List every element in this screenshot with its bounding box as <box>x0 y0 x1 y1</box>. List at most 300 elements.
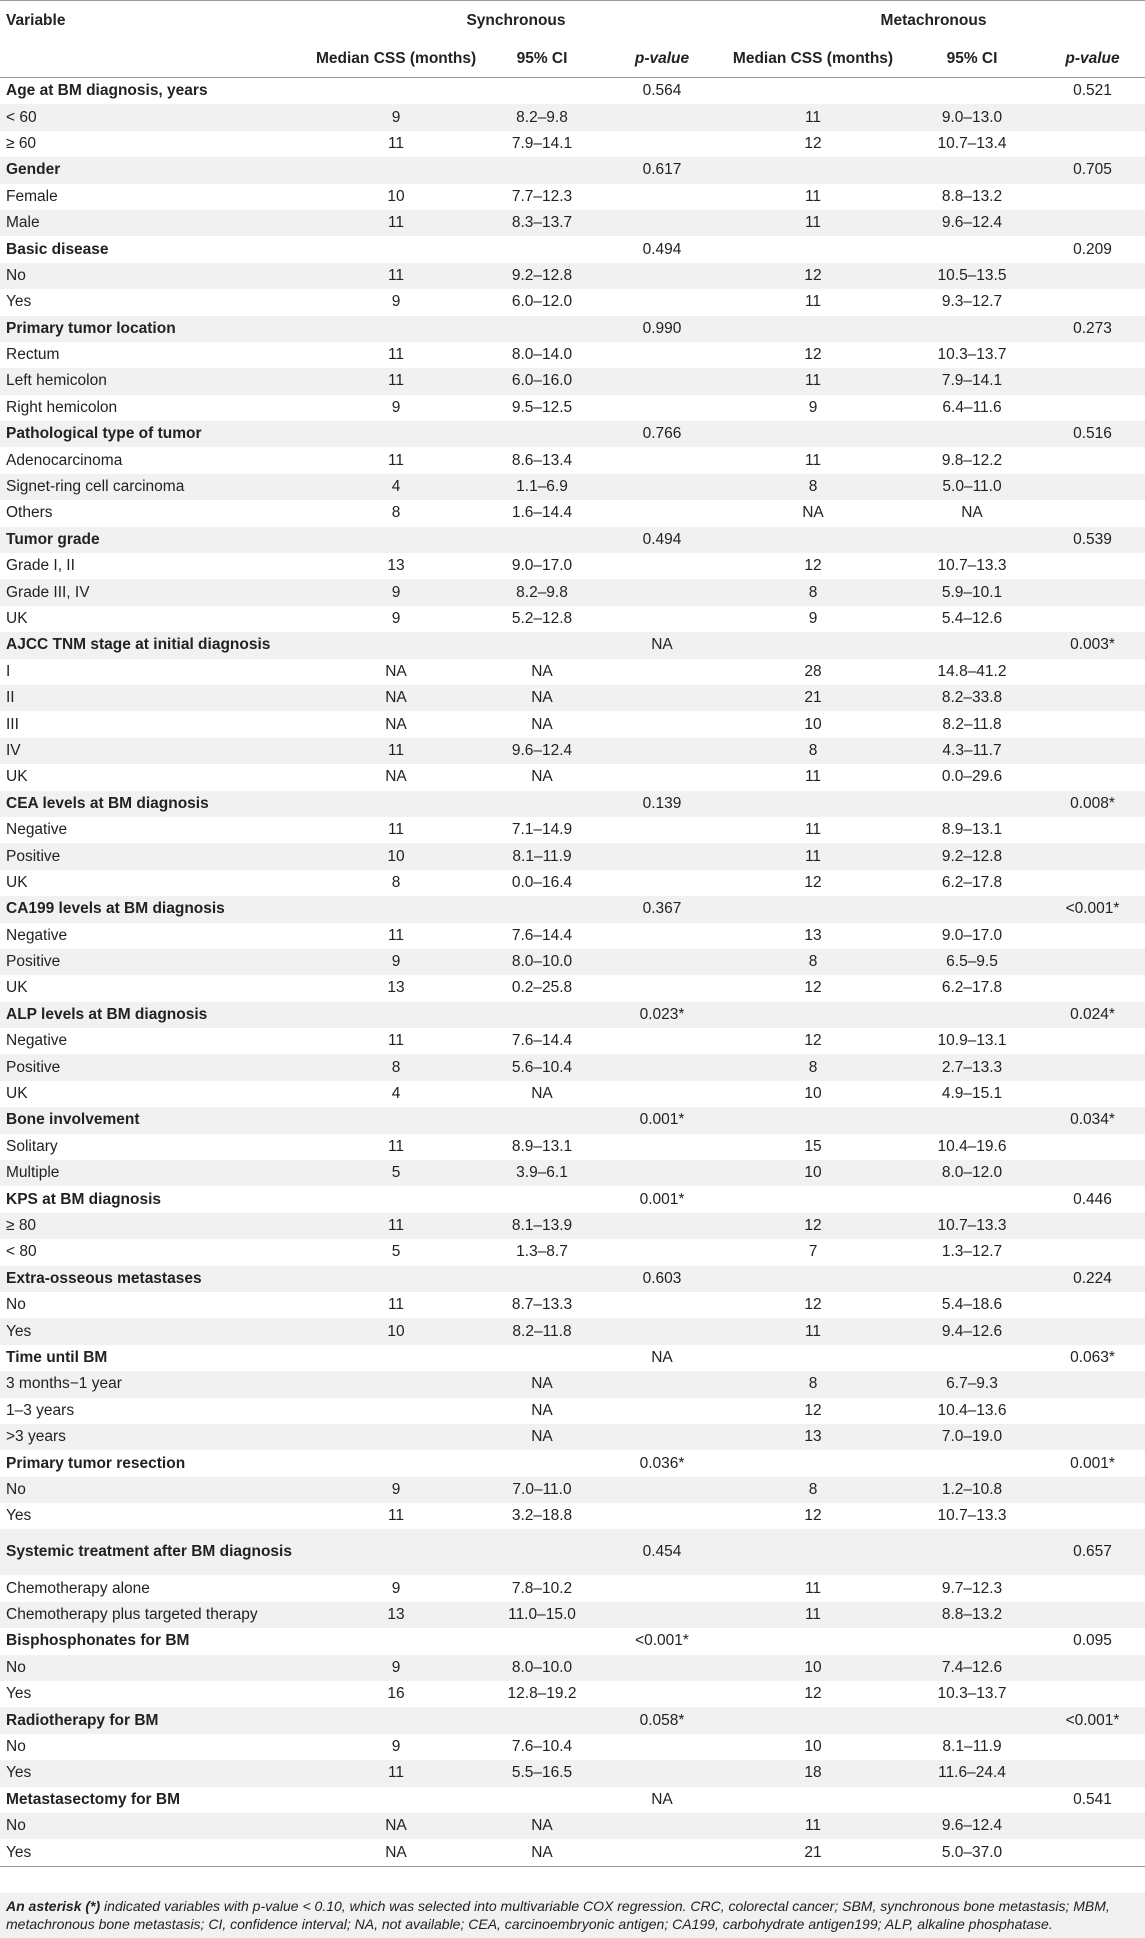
section-label: Primary tumor location <box>6 319 176 337</box>
cell-empty <box>310 421 482 447</box>
meta-ci: 10.4–19.6 <box>937 1137 1007 1155</box>
sync-median: 10 <box>387 187 405 205</box>
cell-empty <box>1040 1734 1145 1760</box>
sync-ci: 8.6–13.4 <box>511 451 573 469</box>
row-label: IV <box>6 741 21 759</box>
cell-empty <box>602 1424 722 1450</box>
sync-p-value: 0.494 <box>642 240 682 258</box>
meta-ci: 10.7–13.3 <box>937 1216 1007 1234</box>
row-label: Positive <box>6 953 61 971</box>
cell-empty <box>482 1266 602 1292</box>
cell-empty <box>602 289 722 315</box>
cell-empty <box>482 1628 602 1654</box>
sync-p-value: 0.001* <box>639 1111 685 1129</box>
sync-ci: 8.2–9.8 <box>516 108 568 126</box>
sync-median <box>310 1424 482 1450</box>
section-row <box>0 1107 1145 1133</box>
meta-median: 12 <box>804 873 822 891</box>
section-label: CEA levels at BM diagnosis <box>6 794 209 812</box>
meta-median: 11 <box>804 1322 822 1340</box>
sync-p-value: 0.139 <box>642 794 682 812</box>
meta-ci: 5.4–12.6 <box>941 610 1003 627</box>
cell-empty <box>722 1266 904 1292</box>
meta-median: 11 <box>804 768 822 786</box>
cell-empty <box>1040 659 1145 685</box>
cell-empty <box>722 316 904 342</box>
sync-ci: 8.1–11.9 <box>512 847 572 865</box>
section-row <box>0 791 1145 817</box>
row-label: Female <box>6 187 58 205</box>
meta-ci: 8.1–11.9 <box>942 1738 1002 1756</box>
meta-median: 12 <box>804 266 822 284</box>
cell-empty <box>1040 923 1145 949</box>
cell-empty <box>1040 1081 1145 1107</box>
sync-ci: 12.8–19.2 <box>507 1685 577 1703</box>
sync-median: 9 <box>391 1480 401 1498</box>
cell-empty <box>722 1450 904 1476</box>
sync-p-value: NA <box>651 1348 673 1366</box>
sync-ci: NA <box>531 1401 553 1419</box>
sync-ci: 9.0–17.0 <box>511 557 573 575</box>
meta-p-value: 0.446 <box>1073 1190 1112 1208</box>
cell-empty <box>1040 447 1145 473</box>
row-label: Male <box>6 214 40 232</box>
row-label: Adenocarcinoma <box>6 451 123 469</box>
sync-ci: 7.0–11.0 <box>512 1480 572 1498</box>
cell-empty <box>1040 1655 1145 1681</box>
meta-ci: 8.9–13.1 <box>941 821 1003 839</box>
table-row <box>0 1734 1145 1760</box>
cell-empty <box>310 632 482 658</box>
row-label: No <box>6 1738 26 1756</box>
section-row <box>0 236 1145 262</box>
sync-ci: 7.6–14.4 <box>511 926 573 944</box>
sync-median: NA <box>385 689 407 707</box>
sync-median: NA <box>385 768 407 786</box>
meta-median: 12 <box>804 346 822 364</box>
sync-ci: 1.1–6.9 <box>516 478 568 496</box>
sync-median: 11 <box>387 1764 405 1782</box>
meta-median: 21 <box>804 1843 822 1861</box>
row-label: UK <box>6 768 28 786</box>
meta-ci: 7.9–14.1 <box>941 372 1003 390</box>
meta-median: 13 <box>804 1428 822 1446</box>
sync-median: 11 <box>387 451 405 469</box>
cell-empty <box>904 1628 1040 1654</box>
table-row <box>0 923 1145 949</box>
meta-ci: 10.7–13.3 <box>937 557 1007 575</box>
table-body <box>0 78 1145 1867</box>
sync-ci: 8.2–11.8 <box>512 1322 572 1340</box>
row-label: Yes <box>6 1507 32 1525</box>
table-row <box>0 738 1145 764</box>
footnote-line1: indicated variables with p-value < 0.10, which was selected into multivariable COX regression. CRC, colorectal cancer; SBM, synchronous bone metastasis; MBM, <box>100 1898 1110 1914</box>
cell-empty <box>602 949 722 975</box>
sync-median: 9 <box>391 108 401 126</box>
row-label: UK <box>6 1085 28 1103</box>
sync-median: 4 <box>391 1085 401 1103</box>
cell-empty <box>1040 1813 1145 1839</box>
table-row <box>0 131 1145 157</box>
header-blank <box>0 41 310 78</box>
meta-ci: 10.7–13.4 <box>937 134 1007 152</box>
cell-empty <box>1040 1239 1145 1265</box>
sync-median: 13 <box>387 979 405 997</box>
table-row <box>0 1213 1145 1239</box>
meta-p-value: <0.001* <box>1065 900 1120 918</box>
cell-empty <box>602 1134 722 1160</box>
meta-ci: 0.0–29.6 <box>941 768 1003 786</box>
table-row <box>0 1239 1145 1265</box>
table-row <box>0 447 1145 473</box>
cell-empty <box>1040 1477 1145 1503</box>
row-label: Negative <box>6 926 68 944</box>
cell-empty <box>904 1345 1040 1371</box>
cell-empty <box>1040 1503 1145 1529</box>
table-row <box>0 1503 1145 1529</box>
meta-p-value: 0.034* <box>1070 1111 1115 1129</box>
meta-median: 8 <box>808 583 818 601</box>
cell-empty <box>1040 342 1145 368</box>
row-label: Grade I, II <box>6 557 75 575</box>
sync-median: 11 <box>387 346 405 364</box>
cell-empty <box>904 421 1040 447</box>
sync-ci: NA <box>531 689 553 707</box>
cell-empty <box>602 1503 722 1529</box>
cell-empty <box>1040 289 1145 315</box>
meta-p-value: 0.705 <box>1073 161 1112 179</box>
cell-empty <box>602 923 722 949</box>
section-row <box>0 78 1145 105</box>
table-row <box>0 685 1145 711</box>
cell-empty <box>904 236 1040 262</box>
table-row <box>0 263 1145 289</box>
sync-median: 5 <box>391 1243 401 1261</box>
header-metachronous: Metachronous <box>880 12 987 29</box>
table-row <box>0 395 1145 421</box>
cell-empty <box>482 1529 602 1575</box>
sync-median <box>310 1398 482 1424</box>
section-row <box>0 1787 1145 1813</box>
meta-p-value: <0.001* <box>1065 1711 1120 1729</box>
table-row <box>0 949 1145 975</box>
meta-median: 8 <box>808 741 818 759</box>
meta-p-value: 0.095 <box>1073 1632 1112 1650</box>
row-label: < 80 <box>6 1243 37 1261</box>
sync-median: 11 <box>387 372 405 390</box>
cell-empty <box>722 1186 904 1212</box>
sync-ci: 6.0–12.0 <box>511 293 573 311</box>
meta-ci: 10.9–13.1 <box>937 1032 1007 1050</box>
cell-empty <box>602 395 722 421</box>
cell-empty <box>1040 553 1145 579</box>
meta-ci: 5.0–11.0 <box>942 478 1002 496</box>
section-label: Extra-osseous metastases <box>6 1269 202 1287</box>
row-label: Yes <box>6 1685 32 1703</box>
row-label: Negative <box>6 821 68 839</box>
cell-empty <box>482 1787 602 1813</box>
section-label: Tumor grade <box>6 530 100 548</box>
table-row <box>0 764 1145 790</box>
section-label: Gender <box>6 161 61 179</box>
cell-empty <box>1040 1424 1145 1450</box>
cell-empty <box>482 1345 602 1371</box>
table-row <box>0 368 1145 394</box>
meta-ci: 5.9–10.1 <box>941 583 1003 601</box>
meta-median: 12 <box>804 979 822 997</box>
header-row-sub <box>0 41 1145 78</box>
sync-ci: 7.6–14.4 <box>511 1032 573 1050</box>
section-label: KPS at BM diagnosis <box>6 1190 162 1208</box>
section-row <box>0 316 1145 342</box>
cell-empty <box>602 1760 722 1786</box>
sync-median: 8 <box>391 504 401 522</box>
sync-p-value: 0.766 <box>642 425 682 443</box>
meta-median: 12 <box>804 1032 822 1050</box>
cell-empty <box>1040 949 1145 975</box>
cell-empty <box>602 817 722 843</box>
meta-p-value: 0.521 <box>1073 82 1112 100</box>
meta-ci: 9.3–12.7 <box>941 293 1003 311</box>
cell-empty <box>1040 1318 1145 1344</box>
meta-median: 12 <box>804 1507 822 1525</box>
cell-empty <box>310 1186 482 1212</box>
cell-empty <box>904 1186 1040 1212</box>
meta-p-value: 0.003* <box>1070 636 1115 654</box>
sync-ci: 8.7–13.3 <box>511 1296 573 1314</box>
cell-empty <box>482 527 602 553</box>
table-row <box>0 975 1145 1001</box>
cell-empty <box>602 474 722 500</box>
meta-ci: 10.3–13.7 <box>937 346 1007 364</box>
cell-empty <box>602 210 722 236</box>
table-row <box>0 1655 1145 1681</box>
header-sync-ci: 95% CI <box>516 50 568 67</box>
sync-p-value: 0.058* <box>639 1711 685 1729</box>
cell-empty <box>1040 870 1145 896</box>
table-row <box>0 104 1145 130</box>
row-label: Positive <box>6 847 61 865</box>
cell-empty <box>904 157 1040 183</box>
meta-median: 12 <box>804 1296 822 1314</box>
sync-median: 5 <box>391 1164 401 1182</box>
cell-empty <box>904 632 1040 658</box>
section-row <box>0 157 1145 183</box>
cell-empty <box>1040 500 1145 526</box>
table-row <box>0 1318 1145 1344</box>
meta-ci: 9.0–13.0 <box>941 108 1003 126</box>
sync-p-value: 0.023* <box>639 1005 685 1023</box>
cell-empty <box>602 1398 722 1424</box>
row-label: ≥ 60 <box>6 134 37 152</box>
cell-empty <box>602 1081 722 1107</box>
table-row <box>0 500 1145 526</box>
meta-median: 11 <box>804 1579 822 1597</box>
cell-empty <box>602 1575 722 1601</box>
cell-empty <box>482 1450 602 1476</box>
row-label: Rectum <box>6 346 60 364</box>
footnote-box <box>0 1893 1145 1938</box>
meta-ci: 9.7–12.3 <box>941 1579 1003 1597</box>
meta-ci: 10.7–13.3 <box>937 1507 1007 1525</box>
table-row <box>0 870 1145 896</box>
meta-median: NA <box>802 504 824 522</box>
section-row <box>0 1529 1145 1575</box>
sync-ci: NA <box>531 715 553 733</box>
sync-median: 11 <box>387 1507 405 1525</box>
header-sync-p: p-value <box>634 50 690 67</box>
cell-empty <box>722 1345 904 1371</box>
cell-empty <box>482 78 602 105</box>
section-row <box>0 1345 1145 1371</box>
table-row <box>0 1575 1145 1601</box>
cell-empty <box>602 579 722 605</box>
cell-empty <box>602 975 722 1001</box>
sync-ci: NA <box>531 1843 553 1861</box>
sync-p-value: 0.036* <box>639 1454 685 1472</box>
meta-ci: 6.2–17.8 <box>941 979 1003 997</box>
section-label: Time until BM <box>6 1348 108 1366</box>
cell-empty <box>602 1160 722 1186</box>
sync-ci: NA <box>531 1428 553 1446</box>
row-label: Right hemicolon <box>6 398 118 416</box>
cell-empty <box>1040 738 1145 764</box>
cell-empty <box>482 791 602 817</box>
cell-empty <box>602 184 722 210</box>
cell-empty <box>1040 579 1145 605</box>
footnote <box>6 1897 1139 1933</box>
cell-empty <box>310 316 482 342</box>
cell-empty <box>602 711 722 737</box>
meta-p-value: 0.657 <box>1073 1543 1112 1561</box>
meta-ci: 9.0–17.0 <box>941 926 1003 944</box>
table-row <box>0 1477 1145 1503</box>
row-label: Others <box>6 504 53 522</box>
cell-empty <box>602 1292 722 1318</box>
cell-empty <box>482 1002 602 1028</box>
meta-ci: 9.8–12.2 <box>941 451 1003 469</box>
table-row <box>0 474 1145 500</box>
table-row <box>0 711 1145 737</box>
meta-median: 15 <box>804 1137 822 1155</box>
cell-empty <box>602 500 722 526</box>
sync-ci: 3.9–6.1 <box>516 1164 568 1182</box>
cell-empty <box>1040 263 1145 289</box>
cell-empty <box>722 1002 904 1028</box>
cell-empty <box>1040 131 1145 157</box>
meta-ci: 10.3–13.7 <box>937 1685 1007 1703</box>
cell-empty <box>310 236 482 262</box>
sync-median: NA <box>385 1817 407 1835</box>
table-row <box>0 210 1145 236</box>
cell-empty <box>602 263 722 289</box>
table-row <box>0 553 1145 579</box>
sync-median: 10 <box>387 1322 405 1340</box>
row-label: No <box>6 1296 26 1314</box>
row-label: Chemotherapy alone <box>6 1579 150 1597</box>
sync-median: NA <box>385 715 407 733</box>
sync-median: 9 <box>391 1658 401 1676</box>
meta-median: 8 <box>808 1375 818 1393</box>
section-row <box>0 421 1145 447</box>
sync-median: 11 <box>387 1216 405 1234</box>
cell-empty <box>1040 210 1145 236</box>
meta-median: 11 <box>804 108 822 126</box>
meta-median: 8 <box>808 1058 818 1076</box>
row-label: UK <box>6 610 28 627</box>
cell-empty <box>310 1707 482 1733</box>
meta-median: 8 <box>808 478 818 496</box>
meta-median: 21 <box>804 689 822 707</box>
row-label: >3 years <box>6 1428 66 1446</box>
section-row <box>0 1186 1145 1212</box>
cell-empty <box>722 1107 904 1133</box>
cell-empty <box>904 316 1040 342</box>
row-label: Negative <box>6 1032 68 1050</box>
table-row <box>0 184 1145 210</box>
cell-empty <box>904 1002 1040 1028</box>
meta-ci: 8.2–33.8 <box>941 689 1003 707</box>
cell-empty <box>1040 1575 1145 1601</box>
sync-ci: 1.6–14.4 <box>511 504 573 522</box>
cell-empty <box>602 1213 722 1239</box>
meta-p-value: 0.516 <box>1073 425 1112 443</box>
meta-ci: 1.3–12.7 <box>941 1243 1003 1261</box>
sync-median: NA <box>385 1843 407 1861</box>
table-row <box>0 1813 1145 1839</box>
header-row-groups <box>0 1 1145 42</box>
sync-median: 9 <box>391 953 401 971</box>
cell-empty <box>1040 817 1145 843</box>
sync-ci: 6.0–16.0 <box>511 372 573 390</box>
meta-median: 11 <box>804 1817 822 1835</box>
cell-empty <box>1040 1839 1145 1866</box>
row-label: < 60 <box>6 108 37 126</box>
cell-empty <box>602 1813 722 1839</box>
cell-empty <box>1040 606 1145 632</box>
meta-ci: 6.4–11.6 <box>942 398 1002 416</box>
cell-empty <box>310 1107 482 1133</box>
table-row <box>0 289 1145 315</box>
cell-empty <box>602 1734 722 1760</box>
cell-empty <box>904 1707 1040 1733</box>
section-label: Primary tumor resection <box>6 1454 186 1472</box>
meta-median: 11 <box>804 293 822 311</box>
row-label: No <box>6 1480 26 1498</box>
sync-median: 13 <box>387 1606 405 1624</box>
meta-p-value: 0.539 <box>1073 530 1112 548</box>
meta-p-value: 0.224 <box>1073 1269 1112 1287</box>
sync-ci: 3.2–18.8 <box>511 1507 573 1525</box>
sync-ci: 8.0–10.0 <box>511 953 573 971</box>
meta-median: 28 <box>804 662 822 680</box>
cell-empty <box>602 1054 722 1080</box>
cell-empty <box>1040 1602 1145 1628</box>
cell-empty <box>904 1266 1040 1292</box>
table-row <box>0 1028 1145 1054</box>
sync-p-value: 0.494 <box>642 530 682 548</box>
footnote-bold: An asterisk (*) <box>6 1898 101 1914</box>
table-row <box>0 1134 1145 1160</box>
cell-empty <box>722 1707 904 1733</box>
cell-empty <box>904 1450 1040 1476</box>
section-label: Age at BM diagnosis, years <box>6 82 208 100</box>
sync-median: 11 <box>387 266 405 284</box>
cell-empty <box>602 447 722 473</box>
cell-empty <box>1040 1371 1145 1397</box>
section-label: Systemic treatment after BM diagnosis <box>6 1543 292 1561</box>
meta-p-value: 0.008* <box>1070 794 1115 812</box>
